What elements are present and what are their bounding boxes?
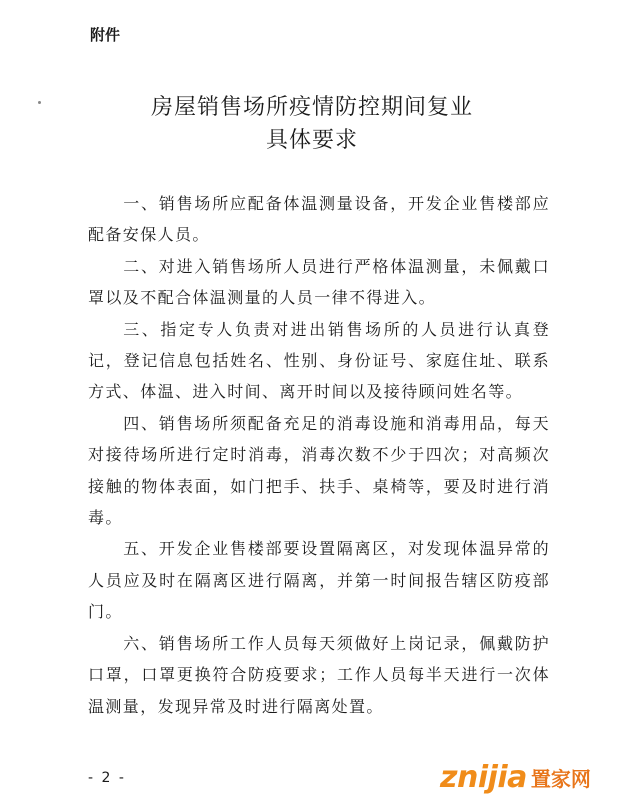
watermark-site-name: 置家网 (530, 767, 591, 791)
paragraph-2: 二、对进入销售场所人员进行严格体温测量，未佩戴口罩以及不配合体温测量的人员一律不得进入。 (88, 256, 550, 308)
document-title-line1: 房屋销售场所疫情防控期间复业 (150, 95, 473, 120)
paragraph-4: 四、销售场所须配备充足的消毒设施和消毒用品，每天对接待场所进行定时消毒，消毒次数不少于四次；对高频次接触的物体表面，如门把手、扶手、桌椅等，要及时进行消毒。 (88, 413, 550, 528)
watermark-logo (440, 756, 624, 799)
paragraph-6: 六、销售场所工作人员每天须做好上岗记录，佩戴防护口罩，口罩更换符合防疫要求；工作人员每半天进行一次体温测量，发现异常及时进行隔离处置。 (88, 633, 550, 716)
paragraph-5: 五、开发企业售楼部要设置隔离区，对发现体温异常的人员应及时在隔离区进行隔离，并第一时间报告辖区防疫部门。 (88, 539, 550, 622)
watermark-logo-text: znijia (440, 760, 527, 795)
page-number: - 2 - (88, 770, 126, 786)
paragraph-1: 一、销售场所应配备体温测量设备，开发企业售楼部应配备安保人员。 (88, 194, 550, 245)
document-title-line2: 具体要求 (265, 128, 358, 153)
paragraph-3: 三、指定专人负责对进出销售场所的人员进行认真登记，登记信息包括姓名、性别、身份证号、家庭住址、联系方式、体温、进入时间、离开时间以及接待顾问姓名等。 (88, 319, 550, 402)
document-body (88, 188, 550, 722)
attachment-label: 附件 (90, 26, 121, 44)
